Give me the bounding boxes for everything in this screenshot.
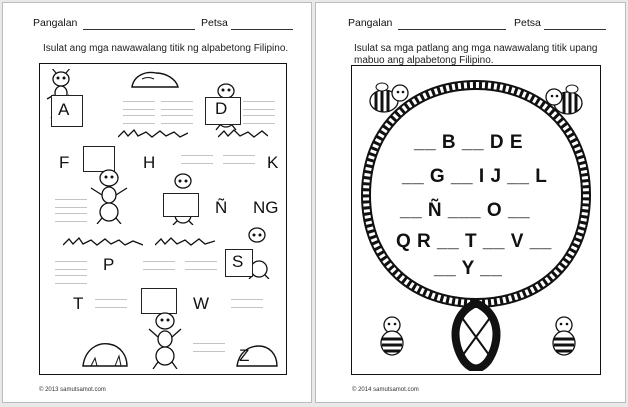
answer-slot[interactable] <box>243 115 275 124</box>
name-label: Pangalan <box>33 17 78 29</box>
date-line <box>231 29 293 30</box>
date-label: Petsa <box>514 17 541 29</box>
name-line <box>83 29 195 30</box>
answer-slot[interactable] <box>161 115 193 124</box>
copyright: © 2013 samutsamot.com <box>39 387 106 393</box>
grass-icon <box>218 127 268 139</box>
answer-slot[interactable] <box>123 101 155 110</box>
ant-icon <box>145 309 185 369</box>
date-line <box>544 29 606 30</box>
grass-icon <box>155 235 215 247</box>
letter-s: S <box>232 252 244 271</box>
rock-icon <box>81 338 129 368</box>
rock-icon <box>128 69 180 89</box>
name-line <box>398 29 506 30</box>
answer-slot[interactable] <box>231 299 263 308</box>
blank-card <box>163 193 199 217</box>
letter-ng: NG <box>253 198 279 217</box>
instruction-line-1: Isulat sa mga patlang ang mga nawawalang titik upang <box>354 43 598 54</box>
answer-slot[interactable] <box>185 261 217 270</box>
copyright: © 2014 samutsamot.com <box>352 387 419 393</box>
worksheet-left <box>2 2 312 403</box>
letter-p: P <box>103 255 115 274</box>
letter-k: K <box>267 153 279 172</box>
letter-a: A <box>58 100 70 119</box>
answer-slot[interactable] <box>55 199 87 208</box>
answer-slot[interactable] <box>181 155 213 164</box>
answer-slot[interactable] <box>193 343 225 352</box>
answer-slot[interactable] <box>95 299 127 308</box>
instruction-line-2: mabuo ang alpabetong Filipino. <box>354 55 494 66</box>
answer-slot[interactable] <box>223 155 255 164</box>
letter-h: H <box>143 153 156 172</box>
name-label: Pangalan <box>348 17 393 29</box>
instruction-text: Isulat ang mga nawawalang titik ng alpabetong Filipino. <box>43 43 289 54</box>
alphabet-row-1: __ B __ D E <box>414 132 523 153</box>
answer-slot[interactable] <box>55 275 87 284</box>
letter-d: D <box>215 99 228 118</box>
worksheet-right <box>315 2 626 403</box>
letter-z: Z <box>239 346 250 365</box>
grass-icon <box>118 127 188 139</box>
letter-w: W <box>193 294 210 313</box>
bee-icon <box>364 81 410 115</box>
bee-icon <box>544 315 584 357</box>
bee-icon <box>372 315 412 357</box>
alphabet-row-3: __ Ñ ___ O __ <box>400 200 531 221</box>
answer-slot[interactable] <box>243 101 275 110</box>
alphabet-row-4: Q R __ T __ V __ <box>396 231 552 252</box>
date-label: Petsa <box>201 17 228 29</box>
alphabet-row-2: __ G __ I J __ L <box>402 166 548 187</box>
alphabet-row-5: __ Y __ <box>434 258 503 279</box>
answer-slot[interactable] <box>143 261 175 270</box>
letter-f: F <box>59 153 70 172</box>
letter-nye: Ñ <box>215 198 228 217</box>
ant-icon <box>89 168 129 224</box>
answer-slot[interactable] <box>161 101 193 110</box>
letter-t: T <box>73 294 84 313</box>
answer-slot[interactable] <box>55 213 87 222</box>
bee-icon <box>544 83 590 117</box>
answer-slot[interactable] <box>123 115 155 124</box>
grass-icon <box>63 235 143 247</box>
answer-slot[interactable] <box>55 261 87 270</box>
